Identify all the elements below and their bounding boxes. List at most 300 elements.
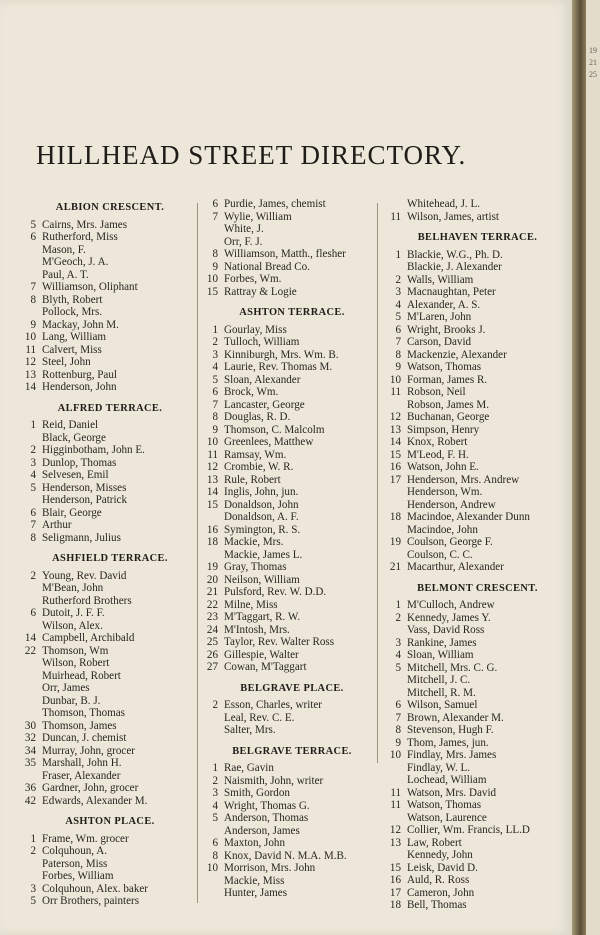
resident-name: Auld, R. Ross: [407, 874, 470, 886]
directory-entry: [20, 582, 200, 595]
house-number: [20, 670, 36, 683]
resident-name: Murray, John, grocer: [42, 744, 135, 757]
resident-name: Seligmann, Julius: [42, 531, 121, 544]
directory-entry: [385, 762, 570, 775]
resident-name: Bell, Thomas: [407, 899, 467, 911]
house-number: 14: [24, 632, 36, 644]
resident-name: Carson, David: [407, 336, 472, 348]
house-number: 9: [395, 361, 401, 373]
directory-entry: [385, 461, 570, 474]
directory-entry: [385, 399, 570, 412]
directory-entry: [385, 436, 570, 449]
directory-entry: [202, 399, 382, 412]
house-number: 13: [389, 836, 401, 849]
house-number: 7: [212, 398, 218, 411]
directory-entry: [20, 795, 200, 808]
resident-name: Mackenzie, Alexander: [407, 348, 507, 361]
resident-name: Greenlees, Matthew: [224, 436, 314, 448]
directory-entry: [385, 386, 570, 399]
directory-entry: [20, 432, 200, 445]
resident-name: M'Intosh, Mrs.: [224, 623, 290, 636]
house-number: 42: [24, 794, 36, 807]
street-heading: BELGRAVE PLACE.: [240, 682, 344, 694]
resident-name: Milne, Miss: [224, 598, 278, 611]
resident-name: Leal, Rev. C. E.: [224, 711, 295, 724]
directory-entry: [202, 236, 382, 249]
street-heading: ASHTON PLACE.: [65, 816, 155, 827]
directory-entry: [20, 256, 200, 269]
resident-name: Gourlay, Miss: [224, 323, 287, 336]
resident-name: Henderson, Mrs. Andrew: [407, 473, 520, 486]
resident-name: Selvesen, Emil: [42, 469, 109, 481]
house-number: 6: [395, 699, 401, 711]
street-heading: BELHAVEN TERRACE.: [417, 232, 538, 243]
house-number: 2: [212, 336, 218, 348]
house-number: 7: [395, 711, 401, 724]
directory-entry: [202, 374, 382, 387]
house-number: 22: [24, 644, 36, 657]
directory-entry: [20, 858, 200, 871]
directory-entry: [20, 344, 200, 357]
resident-name: Rutherford, Miss: [42, 231, 118, 243]
resident-name: Mackie, Mrs.: [224, 536, 284, 548]
resident-name: Knox, David N. M.A. M.B.: [224, 849, 347, 862]
resident-name: Orr Brothers, painters: [42, 895, 140, 907]
directory-entry: [385, 561, 570, 574]
house-number: [202, 511, 218, 524]
house-number: 21: [389, 561, 401, 573]
directory-entry: [385, 274, 570, 287]
resident-name: Robson, James M.: [407, 398, 489, 411]
directory-entry: [20, 269, 200, 282]
directory-entry: [20, 306, 200, 319]
directory-entry: [20, 482, 200, 495]
directory-entry: [20, 331, 200, 344]
directory-entry: [20, 356, 200, 369]
house-number: [20, 306, 36, 319]
resident-name: Alexander, A. S.: [407, 298, 481, 311]
directory-entry: [385, 724, 570, 737]
house-number: 8: [30, 531, 36, 544]
house-number: 18: [206, 536, 218, 548]
directory-entry: [202, 524, 382, 537]
resident-name: Thomson, James: [42, 719, 117, 732]
directory-entry: [385, 211, 570, 224]
resident-name: Leisk, David D.: [407, 861, 478, 874]
resident-name: Wright, Brooks J.: [407, 323, 486, 336]
resident-name: Wilson, Samuel: [407, 699, 478, 711]
house-number: [20, 256, 36, 269]
house-number: 8: [395, 348, 401, 361]
resident-name: Rutherford Brothers: [42, 594, 132, 607]
house-number: 23: [206, 611, 218, 623]
directory-entry: [202, 800, 382, 813]
house-number: 6: [212, 198, 218, 210]
page-title: HILLHEAD STREET DIRECTORY.: [36, 140, 467, 170]
resident-name: Dutoit, J. F. F.: [42, 607, 105, 619]
house-number: 35: [24, 757, 36, 769]
resident-name: Rae, Gavin: [224, 762, 274, 774]
house-number: 15: [389, 448, 401, 461]
resident-name: Kinniburgh, Mrs. Wm. B.: [224, 348, 339, 361]
house-number: 7: [30, 519, 36, 531]
house-number: [385, 774, 401, 787]
house-number: [202, 724, 218, 737]
directory-entry: [202, 536, 382, 549]
house-number: 8: [212, 248, 218, 260]
resident-name: Robson, Neil: [407, 386, 466, 398]
directory-entry: [20, 532, 200, 545]
resident-name: Brock, Wm.: [224, 386, 279, 398]
house-number: 4: [212, 361, 218, 373]
resident-name: Watson, Mrs. David: [407, 786, 497, 799]
directory-entry: [20, 732, 200, 745]
resident-name: Blair, George: [42, 506, 102, 519]
house-number: 6: [395, 323, 401, 336]
resident-name: Mason, F.: [42, 243, 86, 256]
house-number: [385, 486, 401, 499]
directory-entry: [385, 511, 570, 524]
directory-entry: [385, 486, 570, 499]
house-number: 3: [30, 456, 36, 469]
directory-entry: [20, 833, 200, 846]
directory-entry: [20, 231, 200, 244]
section-gap: [202, 298, 382, 304]
house-number: 1: [212, 762, 218, 774]
directory-entry: [385, 887, 570, 900]
resident-name: Duncan, J. chemist: [42, 732, 127, 744]
house-number: 4: [395, 649, 401, 661]
resident-name: Esson, Charles, writer: [224, 699, 322, 711]
resident-name: Marshall, John H.: [42, 757, 122, 769]
directory-entry: [20, 895, 200, 908]
directory-entry: [20, 595, 200, 608]
house-number: [20, 269, 36, 282]
house-number: 1: [395, 599, 401, 611]
house-number: 15: [206, 498, 218, 511]
house-number: 15: [389, 861, 401, 874]
directory-column-1: [20, 198, 200, 914]
resident-name: Orr, James: [42, 682, 90, 694]
directory-entry: [202, 775, 382, 788]
resident-name: Donaldson, A. F.: [224, 511, 299, 523]
directory-entry: [20, 419, 200, 432]
edge-number: 19: [589, 46, 597, 55]
directory-entry: [385, 799, 570, 812]
directory-entry: [20, 570, 200, 583]
directory-entry: [385, 524, 570, 537]
resident-name: Laurie, Rev. Thomas M.: [224, 361, 333, 373]
house-number: 11: [207, 448, 218, 461]
house-number: [202, 712, 218, 725]
directory-entry: [20, 770, 200, 783]
resident-name: Symington, R. S.: [224, 523, 301, 536]
directory-entry: [20, 657, 200, 670]
house-number: 11: [390, 786, 401, 799]
resident-name: Blackie, J. Alexander: [407, 261, 502, 273]
house-number: 13: [206, 473, 218, 486]
house-number: [20, 770, 36, 783]
section-gap: [385, 574, 570, 580]
house-number: 12: [389, 411, 401, 423]
house-number: 2: [395, 273, 401, 286]
directory-entry: [20, 244, 200, 257]
house-number: 30: [24, 719, 36, 732]
house-number: [385, 399, 401, 412]
resident-name: Mitchell, R. M.: [407, 686, 476, 699]
house-number: [202, 223, 218, 236]
directory-entry: [202, 825, 382, 838]
directory-entry: [202, 261, 382, 274]
resident-name: Wilson, Alex.: [42, 619, 103, 632]
house-number: 8: [395, 724, 401, 736]
directory-entry: [385, 311, 570, 324]
house-number: 8: [30, 293, 36, 306]
directory-entry: [202, 762, 382, 775]
street-heading: ALFRED TERRACE.: [57, 402, 163, 414]
house-number: 6: [30, 231, 36, 243]
directory-entry: [385, 374, 570, 387]
directory-entry: [20, 845, 200, 858]
resident-name: Donaldson, John: [224, 498, 299, 511]
resident-name: Vass, David Ross: [407, 624, 485, 636]
resident-name: Watson, John E.: [407, 461, 479, 473]
directory-entry: [202, 636, 382, 649]
house-number: [20, 244, 36, 257]
resident-name: Blyth, Robert: [42, 293, 103, 306]
resident-name: Black, George: [42, 431, 106, 444]
directory-entry: [202, 561, 382, 574]
resident-name: Dunlop, Thomas: [42, 456, 117, 469]
directory-entry: [20, 469, 200, 482]
resident-name: Williamson, Oliphant: [42, 281, 138, 293]
directory-entry: [385, 899, 570, 912]
house-number: [385, 499, 401, 512]
house-number: 2: [212, 699, 218, 711]
directory-entry: [202, 837, 382, 850]
directory-entry: [20, 281, 200, 294]
directory-entry: [385, 324, 570, 337]
directory-entry: [20, 670, 200, 683]
resident-name: Thom, James, jun.: [407, 736, 489, 749]
directory-entry: [202, 424, 382, 437]
resident-name: Sloan, Alexander: [224, 373, 301, 386]
house-number: 5: [30, 481, 36, 494]
directory-entry: [385, 687, 570, 700]
resident-name: Douglas, R. D.: [224, 411, 291, 423]
house-number: 11: [390, 210, 401, 223]
section-gap: [20, 394, 200, 400]
directory-entry: [20, 519, 200, 532]
resident-name: Wilson, Robert: [42, 657, 110, 669]
house-number: 3: [395, 286, 401, 298]
resident-name: Neilson, William: [224, 573, 300, 586]
house-number: 13: [24, 368, 36, 381]
house-number: 5: [395, 661, 401, 674]
house-number: [385, 812, 401, 825]
directory-entry: [202, 661, 382, 674]
house-number: [385, 549, 401, 562]
resident-name: Cowan, M'Taggart: [224, 661, 307, 673]
house-number: 27: [206, 661, 218, 673]
house-number: 9: [30, 318, 36, 331]
resident-name: Mackie, James L.: [224, 548, 303, 561]
resident-name: Whitehead, J. L.: [407, 198, 481, 210]
directory-entry: [385, 249, 570, 262]
resident-name: Brown, Alexander M.: [407, 711, 504, 724]
house-number: [385, 674, 401, 687]
directory-entry: [20, 645, 200, 658]
house-number: 32: [24, 732, 36, 744]
house-number: 19: [389, 536, 401, 548]
resident-name: Stevenson, Hugh F.: [407, 724, 494, 736]
house-number: [385, 687, 401, 700]
directory-entry: [202, 349, 382, 362]
directory-entry: [202, 474, 382, 487]
resident-name: Collier, Wm. Francis, LL.D: [407, 824, 530, 836]
resident-name: Rankine, James: [407, 636, 477, 649]
resident-name: Findlay, W. L.: [407, 761, 471, 774]
house-number: [385, 849, 401, 862]
directory-entry: [202, 611, 382, 624]
house-number: 3: [30, 882, 36, 895]
resident-name: Coulson, C. C.: [407, 548, 473, 561]
section-gap: [202, 674, 382, 680]
directory-entry: [385, 349, 570, 362]
resident-name: Thomson, Wm: [42, 644, 109, 657]
house-number: 18: [389, 899, 401, 911]
house-number: 14: [206, 486, 218, 498]
resident-name: Kennedy, John: [407, 849, 473, 861]
resident-name: Rottenburg, Paul: [42, 368, 117, 381]
directory-entry: [385, 261, 570, 274]
house-number: 8: [212, 849, 218, 862]
house-number: 6: [30, 506, 36, 519]
resident-name: M'Taggart, R. W.: [224, 611, 301, 623]
resident-name: M'Culloch, Andrew: [407, 599, 495, 611]
street-heading: ALBION CRESCENT.: [55, 202, 165, 213]
house-number: [385, 762, 401, 775]
resident-name: Colquhoun, Alex. baker: [42, 882, 148, 895]
resident-name: Cairns, Mrs. James: [42, 218, 128, 231]
adjacent-page-edge: [586, 0, 600, 935]
directory-entry: [202, 273, 382, 286]
house-number: [385, 198, 401, 211]
directory-entry: [202, 712, 382, 725]
resident-name: Dunbar, B. J.: [42, 694, 101, 707]
street-heading: BELGRAVE TERRACE.: [232, 745, 352, 757]
house-number: 7: [30, 281, 36, 293]
house-number: [20, 657, 36, 670]
directory-entry: [20, 369, 200, 382]
directory-entry: [20, 745, 200, 758]
resident-name: Pulsford, Rev. W. D.D.: [224, 586, 327, 598]
resident-name: Hunter, James: [224, 887, 288, 899]
directory-entry: [385, 299, 570, 312]
house-number: 5: [30, 218, 36, 231]
resident-name: Crombie, W. R.: [224, 461, 294, 473]
resident-name: Thomson, Thomas: [42, 707, 125, 719]
house-number: 18: [389, 511, 401, 523]
house-number: 3: [212, 787, 218, 799]
directory-entry: [385, 449, 570, 462]
directory-entry: [20, 782, 200, 795]
resident-name: M'Bean, John: [42, 582, 104, 594]
house-number: 13: [389, 423, 401, 436]
house-number: [20, 595, 36, 608]
house-number: 12: [24, 356, 36, 368]
house-number: 9: [395, 736, 401, 749]
directory-entry: [202, 198, 382, 211]
directory-entry: [385, 712, 570, 725]
directory-entry: [202, 361, 382, 374]
directory-entry: [385, 662, 570, 675]
street-heading: BELMONT CRESCENT.: [417, 582, 538, 594]
house-number: 6: [212, 386, 218, 398]
resident-name: Morrison, Mrs. John: [224, 862, 316, 874]
house-number: [202, 825, 218, 838]
house-number: 4: [212, 799, 218, 812]
resident-name: Taylor, Rev. Walter Ross: [224, 636, 335, 648]
directory-entry: [385, 549, 570, 562]
resident-name: Edwards, Alexander M.: [42, 794, 148, 807]
section-gap: [202, 900, 382, 906]
directory-entry: [20, 883, 200, 896]
directory-entry: [385, 874, 570, 887]
house-number: 2: [30, 569, 36, 582]
house-number: [385, 524, 401, 537]
resident-name: Arthur: [42, 519, 72, 531]
directory-entry: [202, 411, 382, 424]
resident-name: Campbell, Archibald: [42, 632, 135, 644]
resident-name: Henderson, Misses: [42, 481, 127, 494]
directory-entry: [385, 198, 570, 211]
directory-entry: [202, 812, 382, 825]
directory-entry: [202, 223, 382, 236]
house-number: [202, 549, 218, 562]
house-number: 26: [206, 648, 218, 661]
directory-entry: [20, 757, 200, 770]
directory-entry: [202, 787, 382, 800]
resident-name: Reid, Daniel: [42, 419, 99, 431]
directory-entry: [20, 607, 200, 620]
resident-name: Wright, Thomas G.: [224, 799, 310, 812]
house-number: 6: [212, 837, 218, 849]
directory-entry: [385, 612, 570, 625]
directory-entry: [20, 682, 200, 695]
directory-entry: [202, 286, 382, 299]
directory-entry: [20, 707, 200, 720]
house-number: 11: [25, 343, 36, 356]
resident-name: Muirhead, Robert: [42, 669, 121, 682]
directory-entry: [20, 294, 200, 307]
directory-entry: [202, 449, 382, 462]
house-number: 1: [30, 419, 36, 431]
house-number: [385, 624, 401, 637]
resident-name: Purdie, James, chemist: [224, 198, 326, 210]
resident-name: M'Geoch, J. A.: [42, 256, 109, 268]
directory-entry: [385, 637, 570, 650]
house-number: 14: [389, 436, 401, 448]
resident-name: Anderson, James: [224, 824, 300, 837]
directory-entry: [202, 499, 382, 512]
resident-name: Smith, Gordon: [224, 787, 290, 799]
house-number: 10: [24, 331, 36, 343]
directory-entry: [385, 599, 570, 612]
resident-name: Watson, Thomas: [407, 361, 482, 373]
resident-name: Forman, James R.: [407, 373, 488, 386]
directory-entry: [202, 336, 382, 349]
